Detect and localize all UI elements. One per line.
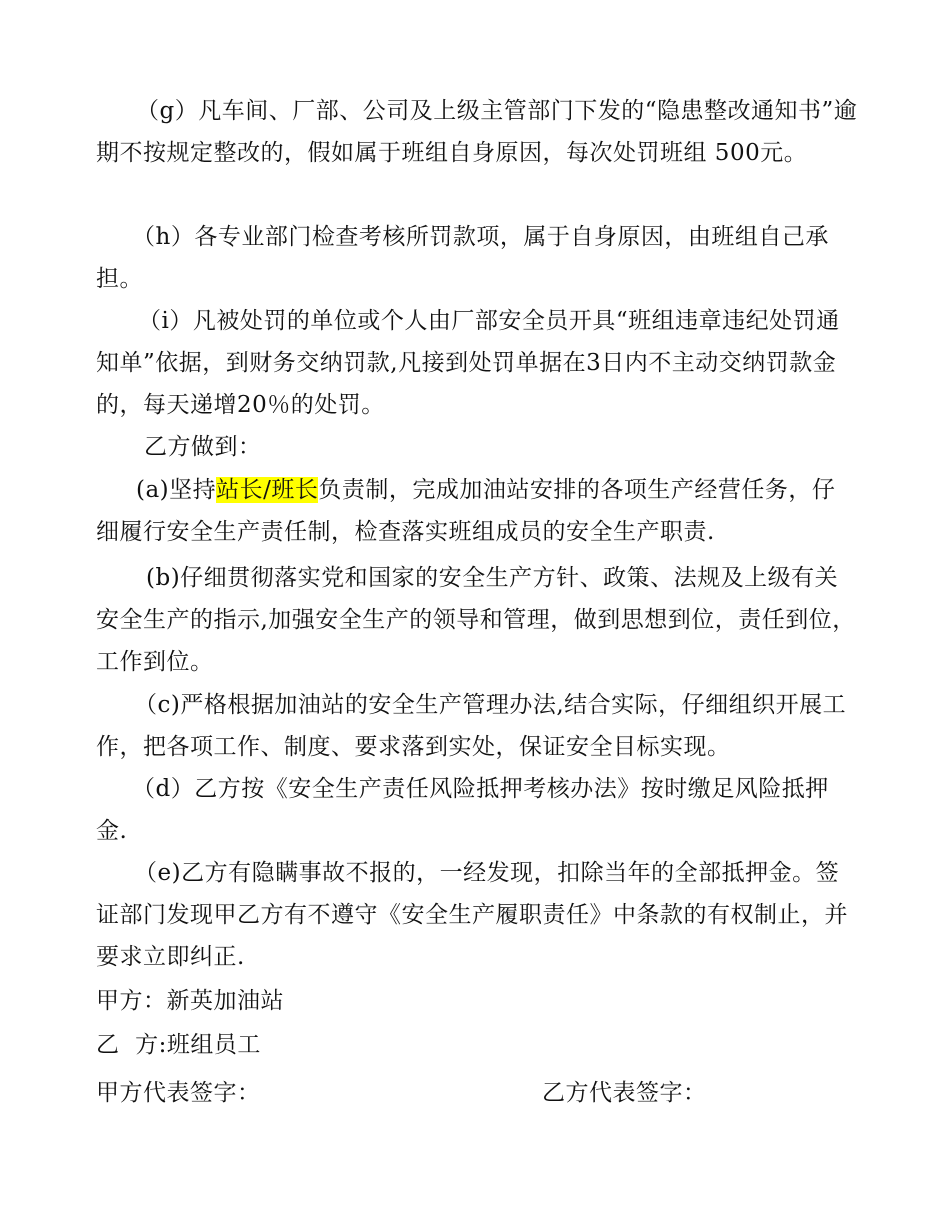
paragraph-i: （i）凡被处罚的单位或个人由厂部安全员开具“班组违章违纪处罚通知单”依据，到财务交纳罚款,凡接到处罚单据在3日内不主动交纳罚款金的，每天递增20％的处罚。 (96, 308, 840, 418)
party-b-line: 乙 方:班组员工 (96, 1032, 261, 1058)
party-b-duties-heading: 乙方做到： (144, 434, 262, 460)
party-a-signature-label: 甲方代表签字： (96, 1080, 261, 1106)
paragraph-b: (b)仔细贯彻落实党和国家的安全生产方针、政策、法规及上级有关安全生产的指示,加强安全生产的领导和管理，做到思想到位，责任到位，工作到位。 (96, 565, 856, 675)
paragraph-e: （e)乙方有隐瞒事故不报的，一经发现，扣除当年的全部抵押金。签证部门发现甲乙方有不遵守《安全生产履职责任》中条款的有权制止，并要求立即纠正. (96, 860, 848, 970)
paragraph-d: （d）乙方按《安全生产责任风险抵押考核办法》按时缴足风险抵押金. (96, 776, 829, 844)
paragraph-a (96, 469, 858, 553)
paragraph-c: （c)严格根据加油站的安全生产管理办法,结合实际，仔细组织开展工作，把各项工作、制度、要求落到实处，保证安全目标实现。 (96, 692, 847, 760)
paragraph-h: （h）各专业部门检查考核所罚款项，属于自身原因，由班组自己承担。 (96, 224, 829, 292)
highlighted-text: 站长/班长 (216, 477, 319, 503)
paragraph-a-prefix: (a)坚持 (136, 477, 217, 503)
paragraph-a-suffix: 负责制，完成加油站安排的各项生产经营任务，仔细履行安全生产责任制，检查落实班组成员的安全生产职责. (96, 477, 836, 545)
party-b-signature-label: 乙方代表签字： (542, 1080, 707, 1106)
party-a-line: 甲方：新英加油站 (96, 988, 284, 1014)
signature-row (96, 1072, 858, 1114)
paragraph-g: （g）凡车间、厂部、公司及上级主管部门下发的“隐患整改通知书”逾期不按规定整改的，假如属于班组自身原因，每次处罚班组 500元。 (96, 98, 858, 166)
